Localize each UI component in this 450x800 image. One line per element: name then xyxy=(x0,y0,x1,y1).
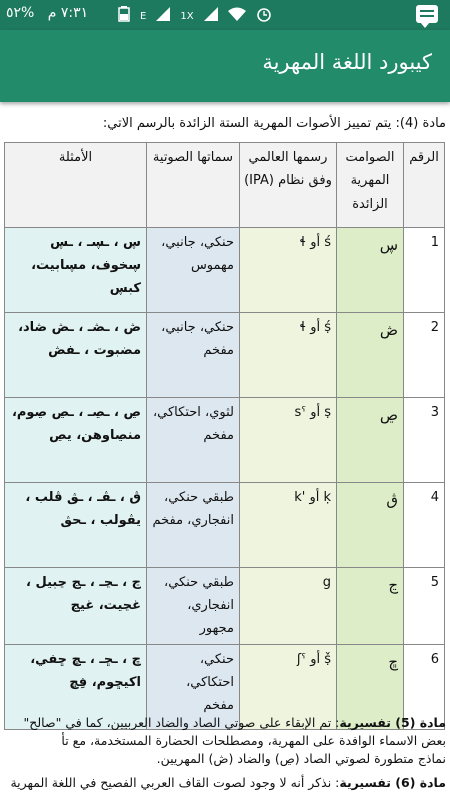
row-letter: ڨ xyxy=(337,483,404,568)
row-examples: ڛ ، ـڛـ ، ـڛ ڛخوف، مڛابيت، كبڛ xyxy=(5,228,147,313)
wifi-icon xyxy=(228,7,246,25)
note-text: : نذكر أنه لا وجود لصوت القاف العربي الفصيح في اللغة المهرية xyxy=(10,775,340,791)
status-bar xyxy=(0,0,450,30)
row-num: 3 xyxy=(404,398,445,483)
row-num: 2 xyxy=(404,313,445,398)
row-num: 1 xyxy=(404,228,445,313)
row-features: لثوي، احتكاكي، مفخم xyxy=(147,398,240,483)
note-prefix: مادة (6) تفسيرية xyxy=(339,775,446,791)
row-ipa: sˁ أو ṣ xyxy=(240,398,337,483)
article-content[interactable] xyxy=(0,110,450,800)
row-features: طبقي حنكي، انفجاري، مفخم xyxy=(147,483,240,568)
network-label: E xyxy=(140,10,147,22)
row-features: حنكي، جانبي، مفخم xyxy=(147,313,240,398)
row-num: 6 xyxy=(404,645,445,730)
row-features: حنكي، جانبي، مهموس xyxy=(147,228,240,313)
app-title: كيبورد اللغة المهرية xyxy=(262,50,432,74)
row-examples: ڃ ، ـڃـ ، ـڃ ڃبيل ، غڃيت، غيڃ xyxy=(5,568,147,645)
status-icons xyxy=(118,6,272,26)
caption-text: : يتم تمييز الأصوات المهرية الستة الزائدة بالرسم الاتي: xyxy=(102,116,400,131)
row-num: 4 xyxy=(404,483,445,568)
row-ipa: g xyxy=(240,568,337,645)
row-letter: ڛ xyxy=(337,228,404,313)
row-letter: ڝ xyxy=(337,398,404,483)
battery-text: %٥٢ xyxy=(6,5,35,21)
caption-prefix: مادة (4) xyxy=(399,116,446,131)
chat-icon xyxy=(416,5,438,23)
row-ipa: ɬ أو ṣ́ xyxy=(240,313,337,398)
app-bar xyxy=(0,30,450,102)
table-row xyxy=(5,398,445,483)
header-features: سماتها الصوتية xyxy=(147,143,240,228)
row-letter: ڃ xyxy=(337,568,404,645)
header-letter: الصوامت المهرية الزائدة xyxy=(337,143,404,228)
note-paragraph xyxy=(6,750,446,768)
status-time-battery xyxy=(6,5,88,21)
note-paragraph xyxy=(6,732,446,750)
time-text: ٧:٣١ م xyxy=(47,5,89,21)
row-examples: ڇ ، ـڇـ ، ـڇ ڇفي، اكيڇوم، فِڇ xyxy=(5,645,147,730)
note-paragraph xyxy=(6,714,446,732)
row-examples: ڝ ، ـڝـ ، ـڝ ڝوم، منڝاوهن، يڝ xyxy=(5,398,147,483)
signal-icon xyxy=(204,7,218,25)
row-letter: ڞ xyxy=(337,313,404,398)
note-text: : تم الإبقاء على صوتي الصاد والضاد العربيين، كما في "صالح" xyxy=(23,715,340,730)
table-row xyxy=(5,228,445,313)
notes-section xyxy=(6,714,446,799)
table-caption xyxy=(103,116,446,131)
row-features: حنكي، احتكاكي، مفخم xyxy=(147,645,240,730)
header-num: الرقم xyxy=(404,143,445,228)
header-ipa: رسمها العالمي وفق نظام (IPA) xyxy=(240,143,337,228)
table-row xyxy=(5,483,445,568)
table-header-row xyxy=(5,143,445,228)
signal-icon xyxy=(156,7,170,25)
alarm-icon xyxy=(256,6,272,26)
signal-label: 1X xyxy=(180,10,194,22)
row-num: 5 xyxy=(404,568,445,645)
table-row xyxy=(5,313,445,398)
note-text: نماذج متطورة لصوتي الصاد (ڝ) والضاد (ڞ) المهريين. xyxy=(156,751,446,767)
row-features: طبقي حنكي، انفجاري، مجهور xyxy=(147,568,240,645)
row-ipa: ʃˁ أو ṣ̌ xyxy=(240,645,337,730)
note-text: بعض الاسماء الوافدة على المهرية، ومصطلحات الحضارة المستخدمة، مع تأ xyxy=(61,733,446,749)
table-row xyxy=(5,568,445,645)
note-paragraph xyxy=(6,774,446,792)
note-prefix: مادة (5) تفسيرية xyxy=(339,715,446,730)
row-examples: ڨ ، ـڨـ ، ـڨ ڨلب ، يڨولب ، ـحڨ xyxy=(5,483,147,568)
row-examples: ڞ ، ـڞـ ، ـڞ ڞاد، مضبوت ، ـفڞ xyxy=(5,313,147,398)
header-examples: الأمثلة xyxy=(5,143,147,228)
row-ipa: ɬ أو ś xyxy=(240,228,337,313)
letters-table xyxy=(4,142,445,730)
battery-icon xyxy=(118,6,130,26)
row-ipa: k' أو ḳ xyxy=(240,483,337,568)
row-letter: ڇ xyxy=(337,645,404,730)
